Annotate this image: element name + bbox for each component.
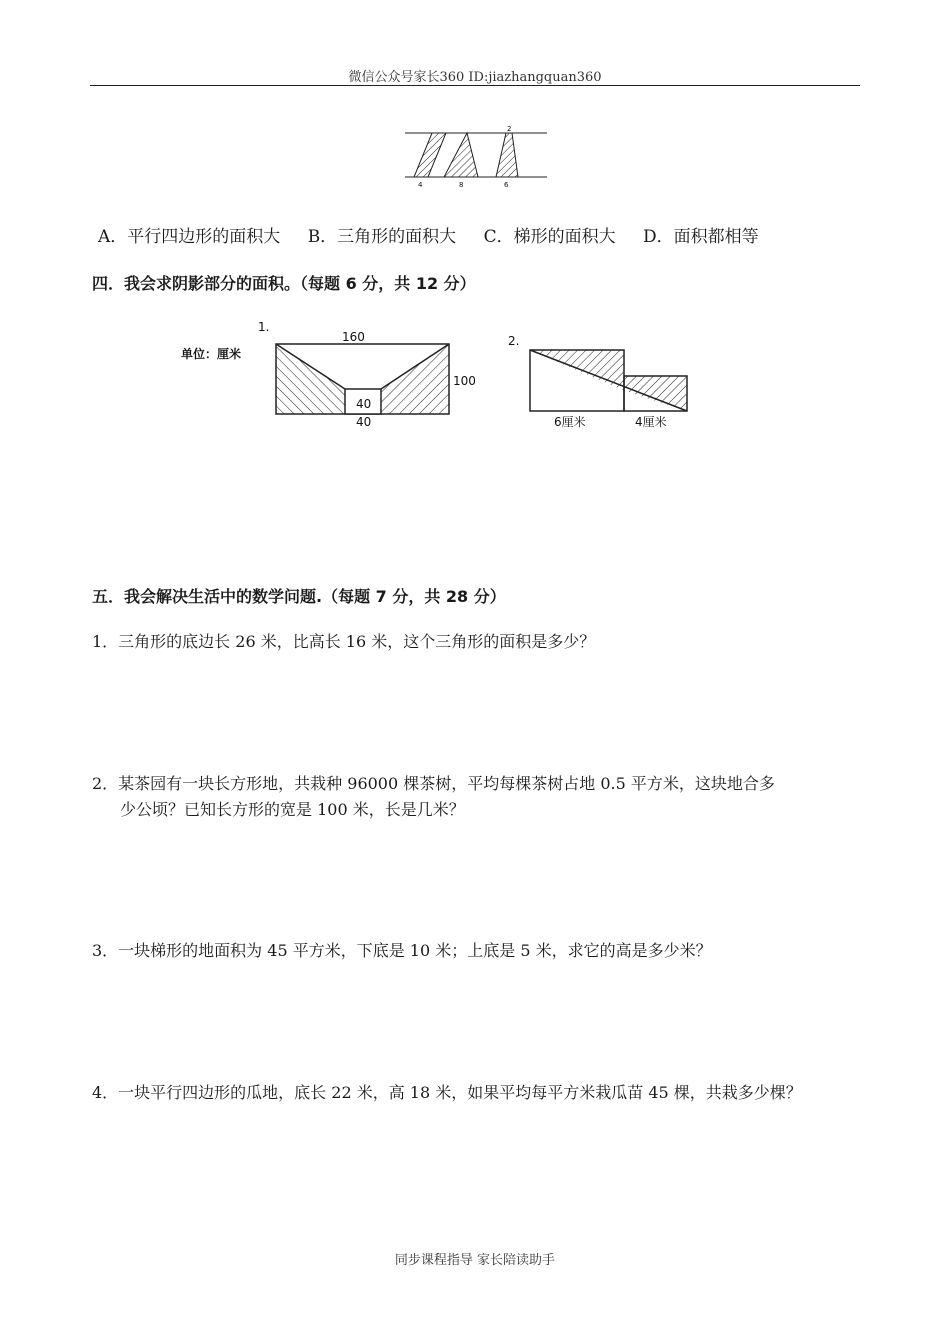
unit-label: 单位：厘米 [181,347,242,361]
header-rule [90,85,860,86]
question-3: 3．一块梯形的地面积为 45 平方米，下底是 10 米；上底是 5 米，求它的高是多少米？ [92,941,712,960]
label-bottom-length: 40 [356,415,372,429]
label-top-base: 2 [507,125,512,133]
label-right-base: 4厘米 [635,415,667,429]
answer-options [98,222,781,247]
section-4-title: 四．我会求阴影部分的面积。（每题 6 分，共 12 分） [92,274,476,293]
question-2-line-2: 少公顷？已知长方形的宽是 100 米，长是几米？ [120,800,465,819]
label-square-side: 40 [356,397,372,411]
option-a[interactable]: A．平行四边形的面积大 [98,227,281,247]
label-right-height: 100 [453,374,476,388]
shaded-area-figure-2 [504,330,704,435]
figure-1-number: 1. [258,320,270,334]
question-2 [92,771,872,823]
question-4: 4．一块平行四边形的瓜地，底长 22 米，高 18 米，如果平均每平方米栽瓜苗 45 棵，共栽多少棵？ [92,1083,802,1102]
question-1: 1．三角形的底边长 26 米，比高长 16 米，这个三角形的面积是多少？ [92,632,596,651]
label-triangle-base: 8 [459,181,464,189]
option-c[interactable]: C．梯形的面积大 [483,227,616,247]
label-left-base: 6厘米 [554,415,586,429]
shape-comparison-figure [400,122,552,192]
triangle-shape [444,133,478,177]
option-b[interactable]: B．三角形的面积大 [307,227,457,247]
trapezoid-shape [496,133,518,177]
page-footer: 同步课程指导 家长陪读助手 [394,1253,556,1268]
question-2-line-1: 2．某茶园有一块长方形地，共栽种 96000 棵茶树，平均每棵茶树占地 0.5 平方米，这块地合多 [92,774,775,793]
parallelogram-shape [414,133,446,177]
label-trapezoid-base: 6 [504,181,509,189]
option-d[interactable]: D．面积都相等 [643,227,759,247]
figure-2-number: 2. [508,334,520,348]
label-parallelogram-base: 4 [418,181,423,189]
page-header: 微信公众号家长360 ID:jiazhangquan360 [348,70,602,85]
shaded-area-figure-1 [178,318,488,433]
section-5-title: 五．我会解决生活中的数学问题.（每题 7 分，共 28 分） [92,587,506,606]
label-top-length: 160 [342,330,365,344]
